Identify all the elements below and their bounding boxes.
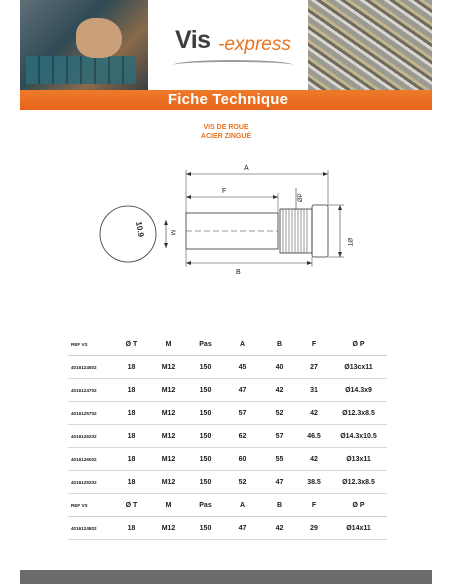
table-cell: 46.5 [298,425,330,448]
table-cell: 4016124502 [68,356,113,379]
table-cell: 52 [224,471,261,494]
table-cell: 150 [187,517,224,540]
table-cell: 42 [261,517,298,540]
table-cell: 4016125202 [68,471,113,494]
table-cell: 42 [261,379,298,402]
header-cell: F [298,333,330,356]
header-cell: Ø T [113,494,150,517]
header-cell: B [261,494,298,517]
table-cell: 18 [113,471,150,494]
table-cell: 47 [224,379,261,402]
table-row [68,356,387,379]
table-cell: 47 [224,517,261,540]
table-cell: 18 [113,517,150,540]
table-cell: 57 [261,425,298,448]
table-cell: 150 [187,448,224,471]
logo-swoosh-icon [173,60,293,70]
dim-label-a: A [244,165,249,172]
table-cell: Ø14x11 [330,517,387,540]
table-cell: M12 [150,356,187,379]
table-cell: 4016126002 [68,448,113,471]
table-cell: 40 [261,356,298,379]
table-cell: 27 [298,356,330,379]
table-cell: 150 [187,425,224,448]
table-cell: M12 [150,379,187,402]
header-cell: M [150,333,187,356]
table-cell: 45 [224,356,261,379]
table-cell: 150 [187,471,224,494]
table-cell: 60 [224,448,261,471]
dim-label-t: ØT [346,238,352,247]
header-cell: A [224,494,261,517]
header-photo-screws [308,0,432,90]
table-cell: Ø13x11 [330,448,387,471]
table-cell: 29 [298,517,330,540]
dim-label-f: F [222,188,227,195]
header-cell: Ø P [330,333,387,356]
table-cell: Ø14.3x9 [330,379,387,402]
bolt-head [312,205,328,257]
table-cell: Ø13cx11 [330,356,387,379]
table-cell: 4016126202 [68,425,113,448]
table-cell: 150 [187,402,224,425]
bolt-end-view [100,206,156,262]
table-cell: 42 [298,448,330,471]
table-cell: 18 [113,379,150,402]
header-cell: Pas [187,494,224,517]
product-material: ACIER ZINGUÉ [200,133,252,140]
table-cell: 31 [298,379,330,402]
header-cell: Pas [187,333,224,356]
table-row [68,448,387,471]
table-cell: 4016124702 [68,379,113,402]
table-cell: Ø12.3x8.5 [330,402,387,425]
table-cell: 18 [113,356,150,379]
table-cell: 57 [224,402,261,425]
header-cell: Ø T [113,333,150,356]
brand-suffix: -express [218,34,291,55]
table-cell: 62 [224,425,261,448]
product-name: VIS DE ROUE [203,124,249,131]
table-cell: 18 [113,448,150,471]
technical-drawing [0,150,452,290]
hand-image [76,18,122,58]
table-cell: M12 [150,471,187,494]
screw-tray-image [26,56,136,84]
table-cell: Ø12.3x8.5 [330,471,387,494]
footer-bar [20,570,432,584]
table-cell: 42 [298,402,330,425]
dim-label-m: M [169,230,175,235]
table-cell: 55 [261,448,298,471]
table-cell: 47 [261,471,298,494]
table-cell: 4016124802 [68,517,113,540]
table-cell: 52 [261,402,298,425]
header-cell: REF VS [68,494,113,517]
table-row [68,517,387,540]
brand-name: Vis [175,26,211,54]
title-banner [20,90,432,110]
table-row [68,402,387,425]
table-header-row [68,333,387,356]
header-cell: A [224,333,261,356]
table-cell: 150 [187,356,224,379]
table-cell: 18 [113,402,150,425]
header [20,0,432,90]
brand-logo [175,26,315,66]
header-cell: Ø P [330,494,387,517]
header-cell: REF VS [68,333,113,356]
head-grade-mark: 10.9 [134,220,146,238]
dim-label-p: ØP [298,193,304,202]
banner-title: Fiche Technique [167,91,289,108]
dim-label-b: B [236,269,241,276]
table-row [68,425,387,448]
table-cell: M12 [150,402,187,425]
table-row [68,471,387,494]
table-cell: Ø14.3x10.5 [330,425,387,448]
header-cell: B [261,333,298,356]
table-cell: 18 [113,425,150,448]
table-cell: M12 [150,517,187,540]
table-cell: M12 [150,448,187,471]
table-header-row [68,494,387,517]
table-cell: 4016125702 [68,402,113,425]
header-cell: F [298,494,330,517]
table-cell: 38.5 [298,471,330,494]
table-cell: M12 [150,425,187,448]
header-photo-workshop [20,0,148,90]
table-row [68,379,387,402]
header-cell: M [150,494,187,517]
table-cell: 150 [187,379,224,402]
spec-table [68,333,387,540]
